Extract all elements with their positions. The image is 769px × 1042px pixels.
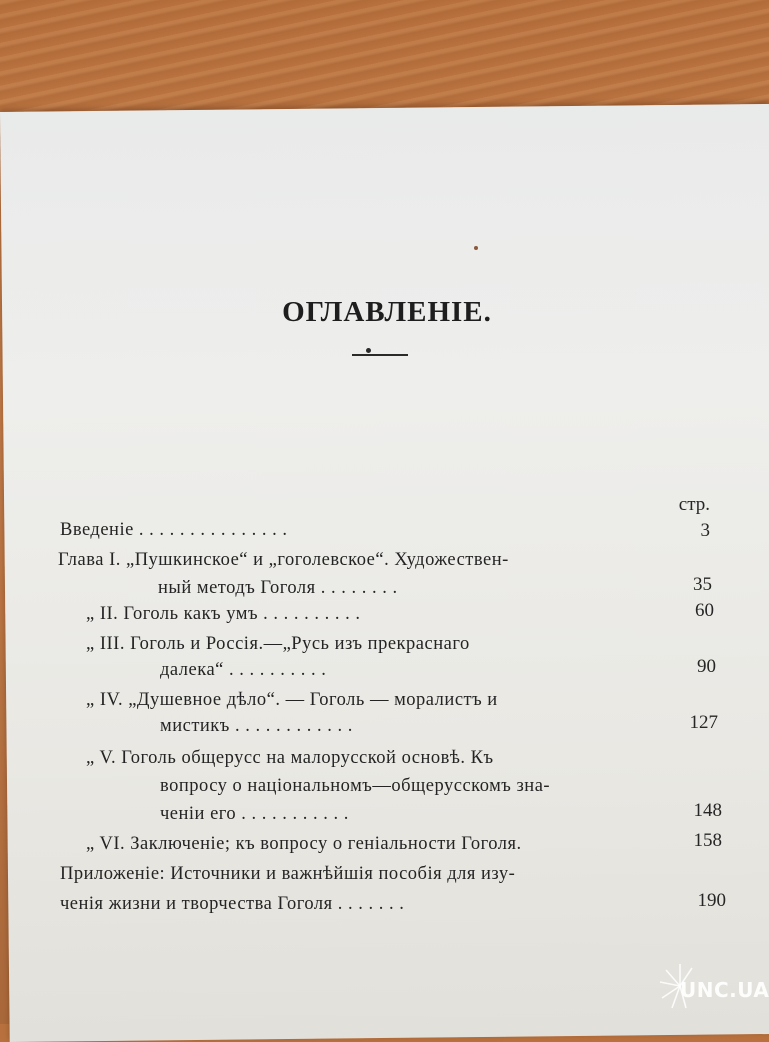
- paper-speck: [474, 246, 478, 250]
- toc-entry-text: Глава I. „Пушкинское“ и „гоголевское“. Художествен-: [58, 550, 509, 570]
- page-column-header: стр.: [678, 494, 710, 515]
- toc-entry-text: „ VI. Заключенiе; къ вопросу о генiальности Гоголя.: [86, 834, 522, 854]
- toc-entry-text: ный методъ Гоголя . . . . . . . .: [158, 578, 398, 598]
- toc-entry-text: ченiя жизни и творчества Гоголя . . . . . . .: [60, 894, 405, 914]
- toc-entry-text: далека“ . . . . . . . . . .: [160, 660, 327, 680]
- toc-entry-page: 35: [693, 574, 712, 595]
- toc-entry-page: 158: [693, 830, 722, 851]
- toc-entry-text: Введенiе . . . . . . . . . . . . . . .: [60, 520, 288, 540]
- toc-entry-page: 127: [689, 712, 718, 733]
- toc-entry-text: вопросу о нацiональномъ—общерусскомъ зна-: [160, 776, 551, 796]
- toc-entry-text: мистикъ . . . . . . . . . . . .: [160, 716, 353, 736]
- title-divider-ornament: [366, 348, 371, 353]
- page-title: ОГЛАВЛЕНIЕ.: [282, 296, 492, 328]
- toc-entry-page: 3: [700, 520, 710, 541]
- toc-entry-text: Приложенiе: Источники и важнѣйшiя пособiя для изу-: [60, 864, 516, 884]
- toc-entry-page: 190: [697, 890, 726, 911]
- toc-entry-page: 148: [693, 800, 722, 821]
- toc-entry-page: 90: [697, 656, 716, 677]
- toc-entry-page: 60: [695, 600, 714, 621]
- toc-entry-text: „ III. Гоголь и Россiя.—„Русь изъ прекраснаго: [86, 634, 470, 654]
- toc-entry-text: ченiи его . . . . . . . . . . .: [160, 804, 349, 824]
- toc-entry-text: „ IV. „Душевное дѣло“. — Гоголь — моралистъ и: [86, 690, 498, 710]
- watermark-text: UNC.UA: [680, 978, 769, 1002]
- title-divider: [352, 354, 408, 356]
- toc-entry-text: „ V. Гоголь общерусс на малорусской основѣ. Къ: [86, 748, 494, 768]
- toc-entry-text: „ II. Гоголь какъ умъ . . . . . . . . . .: [86, 604, 361, 624]
